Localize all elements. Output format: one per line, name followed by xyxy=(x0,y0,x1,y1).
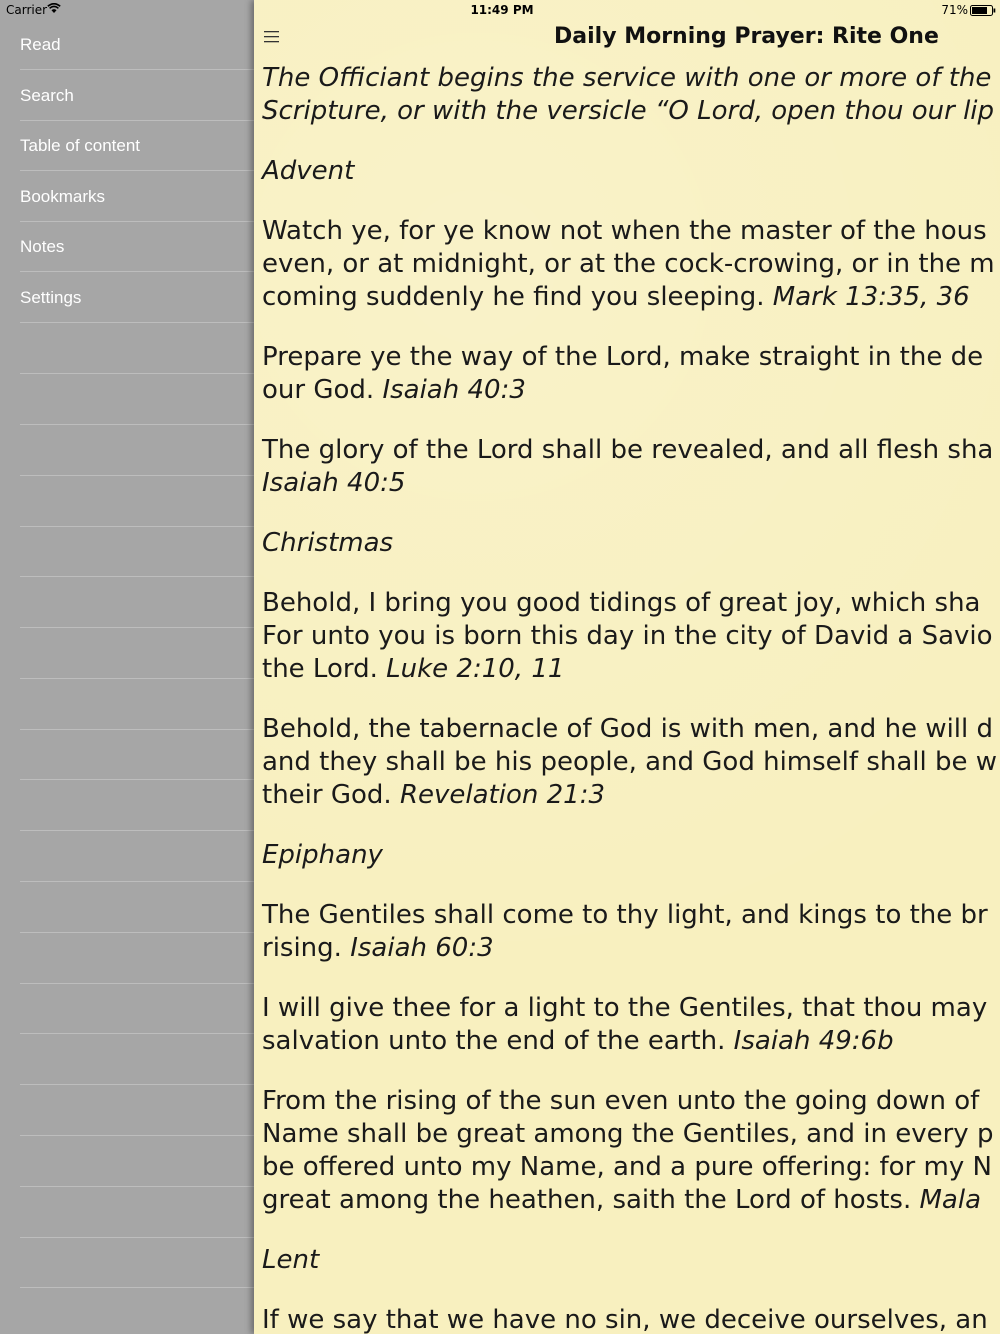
carrier-label: Carrier xyxy=(6,3,48,17)
prayer-text xyxy=(262,62,1000,1334)
sidebar-empty-row xyxy=(20,883,254,933)
battery-icon xyxy=(970,5,996,19)
sidebar-item-bookmarks[interactable] xyxy=(20,172,254,222)
scripture-reference: Isaiah 40:5 xyxy=(262,468,406,498)
sidebar-empty-row xyxy=(20,680,254,730)
verse-paragraph: Behold, I bring you good tidings of great joy, which sha For unto you is born this day in the city of David a Savio the Lord. Luke 2:10, 11 xyxy=(262,588,993,684)
scripture-reference: Luke 2:10, 11 xyxy=(386,654,565,684)
verse-paragraph: I will give thee for a light to the Gentiles, that thou may salvation unto the end of the earth. Isaiah 49:6b xyxy=(262,993,988,1056)
hamburger-menu-icon[interactable] xyxy=(263,29,281,45)
verse-paragraph: Prepare ye the way of the Lord, make straight in the de our God. Isaiah 40:3 xyxy=(262,342,984,405)
sidebar-item-label: Notes xyxy=(20,237,65,256)
sidebar-item-label: Bookmarks xyxy=(20,187,106,206)
sidebar-empty-row xyxy=(20,527,254,577)
sidebar-empty-row xyxy=(20,1188,254,1238)
sidebar-item-table-of-content[interactable] xyxy=(20,121,254,171)
sidebar-empty-row xyxy=(20,1137,254,1187)
verse-paragraph: The glory of the Lord shall be revealed, and all flesh sha Isaiah 40:5 xyxy=(262,435,994,498)
scripture-reference: Revelation 21:3 xyxy=(399,780,605,810)
verse-paragraph: From the rising of the sun even unto the going down of Name shall be great among the Gentiles, and in every p be offered unto my Name, and a pure offering: for my N great among the heathen, saith the Lord of hosts. Mala xyxy=(262,1086,994,1215)
scripture-reference: Isaiah 60:3 xyxy=(350,933,494,963)
sidebar-menu xyxy=(0,20,254,1334)
sidebar-empty-row xyxy=(20,1238,254,1288)
sidebar-empty-row xyxy=(20,934,254,984)
scripture-reference: Isaiah 49:6b xyxy=(733,1026,894,1056)
sidebar-empty-row xyxy=(20,629,254,679)
section-heading-lent: Lent xyxy=(262,1245,320,1275)
sidebar-empty-row xyxy=(20,426,254,476)
sidebar-empty-row xyxy=(20,375,254,425)
sidebar-item-label: Read xyxy=(20,35,61,54)
sidebar-item-notes[interactable] xyxy=(20,222,254,272)
sidebar-item-label: Search xyxy=(20,86,74,105)
status-time: 11:49 PM xyxy=(470,3,534,17)
sidebar-empty-row xyxy=(20,730,254,780)
page-title: Daily Morning Prayer: Rite One xyxy=(554,24,939,49)
sidebar-item-label: Table of content xyxy=(20,136,141,155)
status-bar xyxy=(0,0,1000,20)
reading-pane[interactable] xyxy=(254,0,1000,1334)
sidebar-item-read[interactable] xyxy=(20,20,254,70)
sidebar-empty-row xyxy=(20,477,254,527)
section-heading-christmas: Christmas xyxy=(262,528,394,558)
sidebar-empty-row xyxy=(20,1086,254,1136)
sidebar-empty-row xyxy=(20,781,254,831)
sidebar-empty-row xyxy=(20,984,254,1034)
scripture-reference: Mala xyxy=(919,1185,982,1215)
sidebar-empty-row xyxy=(20,324,254,374)
sidebar-item-label: Settings xyxy=(20,288,82,307)
sidebar-empty-row xyxy=(20,578,254,628)
sidebar-empty-row xyxy=(20,1035,254,1085)
verse-paragraph: The Gentiles shall come to thy light, and kings to the br rising. Isaiah 60:3 xyxy=(262,900,988,963)
verse-paragraph: Watch ye, for ye know not when the master of the hous even, or at midnight, or at the cock-crowing, or in the m coming suddenly he find you sleeping. Mark 13:35, 36 xyxy=(262,216,995,312)
scripture-reference: Isaiah 40:3 xyxy=(382,375,526,405)
section-heading-epiphany: Epiphany xyxy=(262,840,383,870)
scripture-reference: Mark 13:35, 36 xyxy=(772,282,970,312)
intro-paragraph: The Officiant begins the service with one or more of the Scripture, or with the versicle “O Lord, open thou our lip xyxy=(262,63,995,126)
verse-paragraph: Behold, the tabernacle of God is with men, and he will d and they shall be his people, and God himself shall be w their God. Revelation 21:3 xyxy=(262,714,998,810)
sidebar-item-settings[interactable] xyxy=(20,273,254,323)
battery-percent: 71% xyxy=(941,3,968,17)
sidebar-empty-row xyxy=(20,832,254,882)
verse-paragraph: If we say that we have no sin, we deceive ourselves, an xyxy=(262,1305,988,1334)
section-heading-advent: Advent xyxy=(262,156,355,186)
sidebar-item-search[interactable] xyxy=(20,71,254,121)
